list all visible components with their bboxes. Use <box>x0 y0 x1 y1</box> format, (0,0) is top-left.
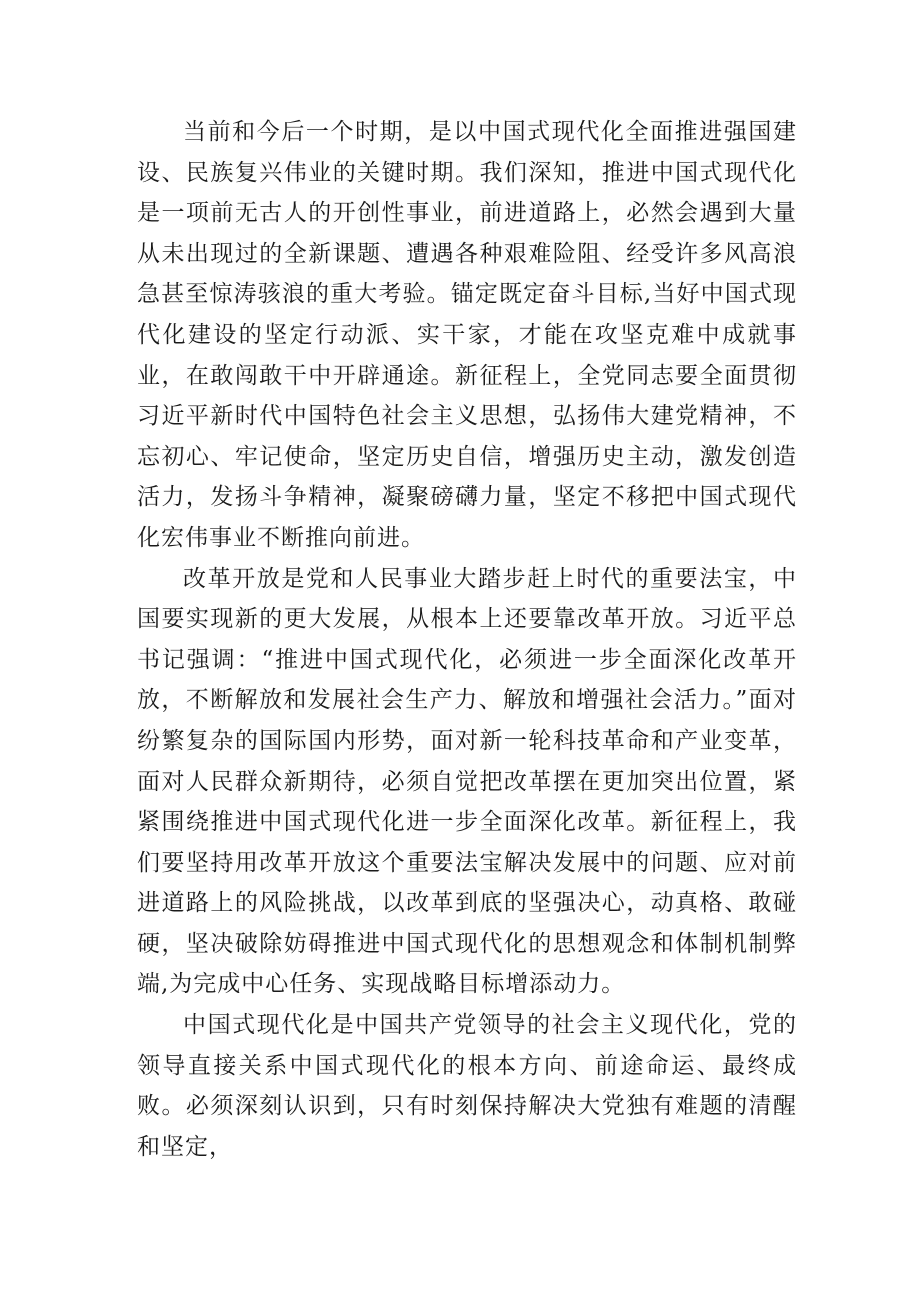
paragraph-3: 中国式现代化是中国共产党领导的社会主义现代化，党的领导直接关系中国式现代化的根本方向、前途命运、最终成败。必须深刻认识到，只有时刻保持解决大党独有难题的清醒和坚定， <box>137 1012 797 1160</box>
paragraph-2: 改革开放是党和人民事业大踏步赶上时代的重要法宝，中国要实现新的更大发展，从根本上还要靠改革开放。习近平总书记强调：“推进中国式现代化，必须进一步全面深化改革开放，不断解放和发展社会生产力、解放和增强社会活力。”面对纷繁复杂的国际国内形势，面对新一轮科技革命和产业变革，面对人民群众新期待，必须自觉把改革摆在更加突出位置，紧紧围绕推进中国式现代化进一步全面深化改革。新征程上，我们要坚持用改革开放这个重要法宝解决发展中的问题、应对前进道路上的风险挑战，以改革到底的坚强决心，动真格、敢碰硬，坚决破除妨碍推进中国式现代化的思想观念和体制机制弊端,为完成中心任务、实现战略目标增添动力。 <box>137 565 797 998</box>
paragraph-1: 当前和今后一个时期，是以中国式现代化全面推进强国建设、民族复兴伟业的关键时期。我们深知，推进中国式现代化是一项前无古人的开创性事业，前进道路上，必然会遇到大量从未出现过的全新课题、遭遇各种艰难险阻、经受许多风高浪急甚至惊涛骇浪的重大考验。锚定既定奋斗目标,当好中国式现代化建设的坚定行动派、实干家，才能在攻坚克难中成就事业，在敢闯敢干中开辟通途。新征程上，全党同志要全面贯彻习近平新时代中国特色社会主义思想，弘扬伟大建党精神，不忘初心、牢记使命，坚定历史自信，增强历史主动，激发创造活力，发扬斗争精神，凝聚磅礴力量，坚定不移把中国式现代化宏伟事业不断推向前进。 <box>137 119 797 551</box>
article-body <box>137 112 797 1167</box>
